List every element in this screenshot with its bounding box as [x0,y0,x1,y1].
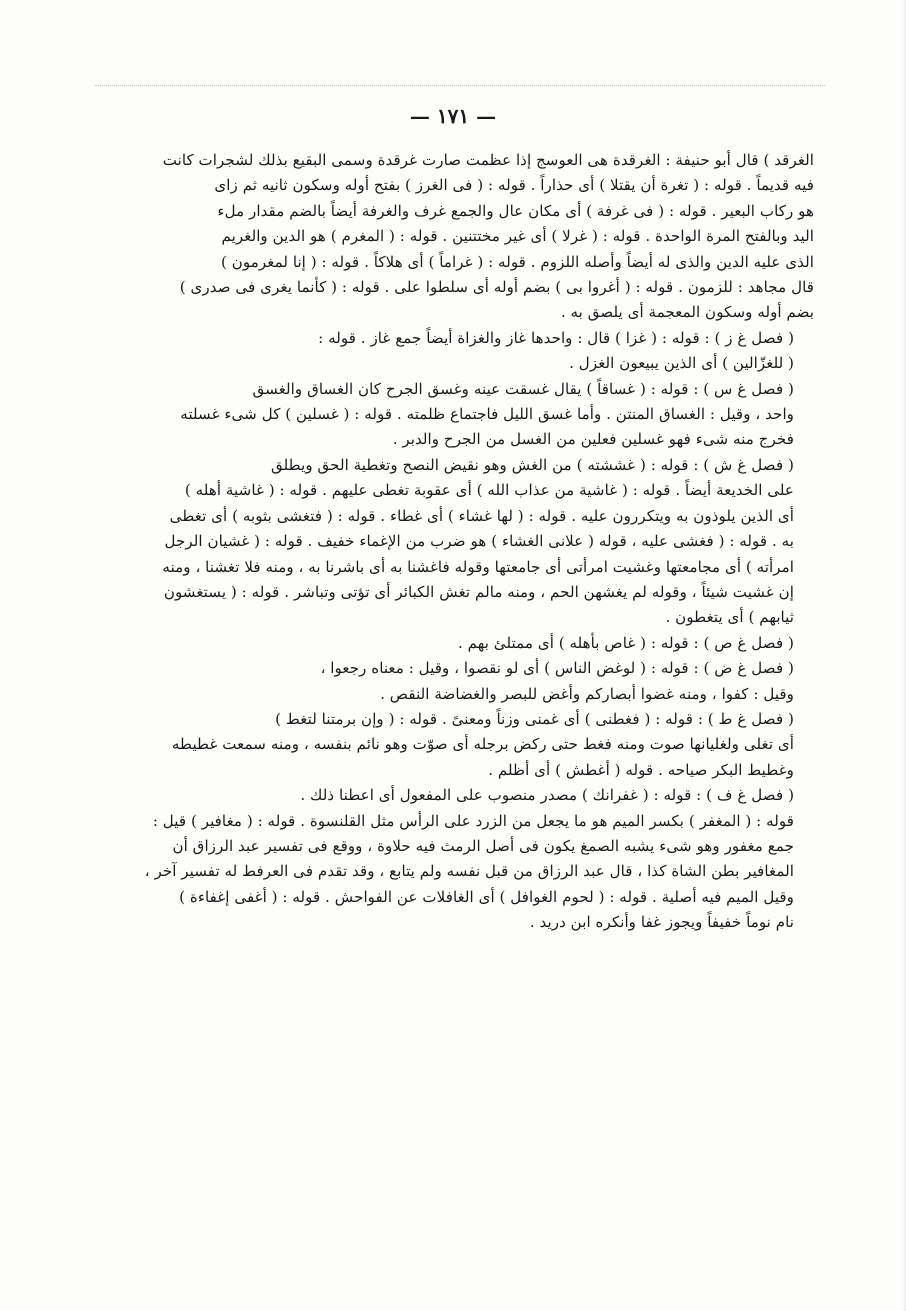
text-line: قال مجاهد : للزمون . قوله : ( أغروا بى ) بضم أوله أى سلطوا على . قوله : ( كأنما يغرى فى صدرى ) [179,278,814,297]
text-line: المغافير بطن الشاة كذا ، قال عبد الرزاق من قبل نفسه ولم يتابع ، وقد تقدم فى العرفط له تفسير آخر ، [144,862,794,881]
text-line: على الخديعة أيضاً . قوله : ( غاشية من عذاب الله ) أى عقوبة تغطى عليهم . قوله : ( غاشية أهله ) [184,481,794,500]
text-line: ( فصل غ ط ) : قوله : ( فغطنى ) أى غمنى وزناً ومعنىً . قوله : ( وإن برمتنا لتغط ) [275,709,794,728]
text-line: ( فصل غ ز ) : قوله : ( غزا ) قال : واحدها غاز والغزاة أيضاً جمع غاز . قوله : [318,328,794,347]
section-ghz [98,326,814,377]
section-ghsh [98,453,814,631]
text-line: ( فصل غ ض ) : قوله : ( لوغض الناس ) أى لو نقصوا ، وقيل : معناه رجعوا ، [320,659,794,678]
text-line: فيه قديماً . قوله : ( تغرة أن يقتلا ) أى حذاراً . قوله : ( فى الغرز ) بفتح أوله وسكون ثانيه ثم زاى [214,176,814,195]
text-line: اليد وبالفتح المرة الواحدة . قوله : ( غرلا ) أى غير مختتنين . قوله : ( المغرم ) هو الدين والغريم [221,227,814,246]
text-line: وقيل الميم فيه أصلية . قوله : ( لحوم الغوافل ) أى الغافلات عن الفواحش . قوله : ( أغفى إغفاءة ) [179,887,794,906]
text-line: ( للغزّالين ) أى الذين يبيعون الغزل . [569,354,794,373]
text-line: ( فصل غ ص ) : قوله : ( غاص بأهله ) أى ممتلئ بهم . [457,633,794,652]
text-line: ( فصل غ ش ) : قوله : ( غششته ) من الغش وهو نقيض النصح وتغطية الحق ويطلق [270,455,794,474]
section-ghd [98,656,814,707]
page-number: — ١٧١ — [409,104,497,128]
text-line: واحد ، وقيل : الغساق المنتن . وأما غسق الليل فاجتماع ظلمته . قوله : ( غسلين ) كل شىء غسلته [180,405,794,424]
text-line: فخرج منه شىء فهو غسلين فعلين من الغسل من الجرح والدبر . [392,430,794,449]
text-line: الغرقد ) قال أبو حنيفة : الغرقدة هى العوسج إذا عظمت صارت غرقدة وسمى البقيع بذلك لشجرات كانت [162,151,814,169]
text-line: جمع مغفور وهو شىء يشبه الصمغ يكون فى أصل الرمث فيه حلاوة ، ووقع فى تفسير عبد الرزاق أن [172,836,794,855]
text-line: وقيل : كفوا ، ومنه غضوا أبصاركم وأغض للبصر والغضاضة النقص . [380,684,794,703]
section-ght [98,707,814,783]
top-rule [95,85,825,86]
text-line: ( فصل غ ف ) : قوله : ( غفرانك ) مصدر منصوب على المفعول أى اعطنا ذلك . [300,786,794,805]
text-line: أى الذين يلوذون به ويتكررون عليه . قوله : ( لها غشاء ) أى غطاء . قوله : ( فتغشى بثوبه ) أى تغطى [169,506,794,525]
text-line: به . قوله : ( فغشى عليه ، قوله ( علانى الغشاء ) هو ضرب من الإغماء خفيف . قوله : ( غشيان الرجل [164,532,794,551]
text-line: نام نوماً خفيفاً ويجوز غفا وأنكره ابن دريد . [529,913,794,932]
text-line: الذى عليه الدين والذى له أيضاً وأصله اللزوم . قوله : ( غراماً ) أى هلاكاً . قوله : ( إنا لمغرمون ) [220,252,814,271]
section-ghf [98,783,814,935]
text-line: أى تغلى ولغليانها صوت ومنه فغط حتى ركض برجله أى صوّت وهو نائم بنفسه ، ومنه سمعت غطيطه [171,735,794,754]
text-line: هو ركاب البعير . قوله : ( فى غرفة ) أى مكان عال والجمع غرف والغرفة أيضاً بالضم مقدار ملء [217,201,814,220]
text-line: بضم أوله وسكون المعجمة أى يلصق به . [560,303,814,322]
section-ghs [98,377,814,453]
text-body [98,148,814,936]
text-line: ( فصل غ س ) : قوله : ( غساقاً ) يقال غسقت عينه وغسق الجرح كان الغساق والغسق [252,379,794,398]
text-line: قوله : ( المغفر ) بكسر الميم هو ما يجعل من الزرد على الرأس مثل القلنسوة . قوله : ( مغافير ) قيل : [152,811,794,830]
text-line: امرأته ) أى مجامعتها وغشيت امرأتى أى جامعتها وقوله فاغشنا به أى باشرنا به ، ومنه فلا تغشنا ، ومنه [162,557,794,576]
section-ghs-sad [98,631,814,656]
text-line: وغطيط البكر صياحه . قوله ( أغطش ) أى أظلم . [488,760,794,779]
paragraph-ghr [98,148,814,326]
text-line: إن غشيت شيئاً ، وقوله لم يغشهن الحم ، ومنه مالم تغش الكبائر أى تؤتى وتباشر . قوله : ( يستغشون [163,582,794,601]
text-line: ثيابهم ) أى يتغطون . [665,608,794,627]
